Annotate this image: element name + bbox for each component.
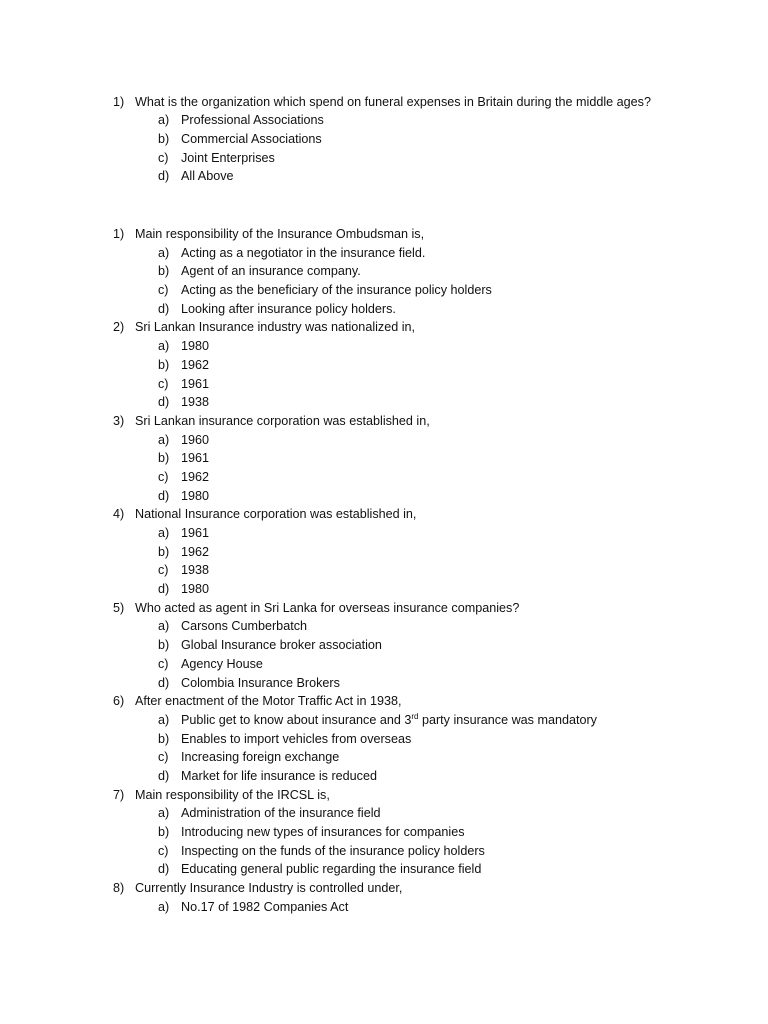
option-text: Increasing foreign exchange — [181, 750, 340, 765]
option-text: Acting as the beneficiary of the insurance policy holders — [181, 283, 492, 298]
option-row — [0, 561, 768, 580]
option-letter: a) — [158, 806, 170, 821]
question-text: Sri Lankan Insurance industry was nationalized in, — [135, 320, 416, 335]
question-row — [0, 599, 768, 618]
option-letter: c) — [158, 150, 169, 165]
option-text: 1961 — [181, 526, 210, 540]
question-number: 1) — [113, 94, 125, 109]
option-row — [0, 767, 768, 786]
option-letter: b) — [158, 264, 170, 279]
option-letter: c) — [158, 563, 169, 578]
option-letter: d) — [158, 395, 170, 410]
question-section-2 — [0, 225, 768, 916]
option-row — [0, 860, 768, 879]
option-row — [0, 130, 768, 149]
option-letter: a) — [158, 113, 170, 128]
option-letter: d) — [158, 301, 170, 316]
option-text: Inspecting on the funds of the insurance policy holders — [181, 843, 485, 858]
option-row — [0, 617, 768, 636]
option-row — [0, 898, 768, 917]
option-text — [181, 711, 597, 730]
option-row — [0, 804, 768, 823]
option-text: 1962 — [181, 469, 210, 484]
question-text: Main responsibility of the IRCSL is, — [135, 787, 330, 802]
option-row — [0, 524, 768, 543]
question-text: Who acted as agent in Sri Lanka for overseas insurance companies? — [135, 600, 520, 615]
option-text-part: Public get to know about insurance and 3 — [181, 712, 412, 727]
option-row — [0, 393, 768, 412]
option-letter: c) — [158, 376, 169, 391]
option-row — [0, 300, 768, 319]
option-letter: c) — [158, 750, 169, 765]
option-text: Looking after insurance policy holders. — [181, 301, 396, 316]
option-row — [0, 167, 768, 186]
question-number: 8) — [113, 881, 125, 896]
option-row — [0, 748, 768, 767]
option-letter: b) — [158, 357, 170, 372]
option-letter: c) — [158, 469, 169, 484]
option-text: 1938 — [181, 563, 210, 578]
option-row — [0, 149, 768, 168]
option-letter: a) — [158, 432, 170, 447]
option-text: Introducing new types of insurances for companies — [181, 825, 465, 839]
option-row — [0, 262, 768, 281]
question-text: Sri Lankan insurance corporation was established in, — [135, 413, 430, 428]
option-text: Administration of the insurance field — [181, 806, 381, 821]
question-row — [0, 879, 768, 898]
option-text: Joint Enterprises — [181, 150, 275, 165]
option-letter: c) — [158, 283, 169, 298]
option-text: No.17 of 1982 Companies Act — [181, 899, 349, 914]
question-row — [0, 786, 768, 805]
option-text: Market for life insurance is reduced — [181, 768, 377, 783]
question-text: Currently Insurance Industry is controlled under, — [135, 881, 403, 896]
option-text: 1938 — [181, 395, 210, 410]
option-text: 1980 — [181, 339, 210, 354]
ordinal-superscript: rd — [411, 711, 419, 721]
option-letter: b) — [158, 544, 170, 559]
option-letter: a) — [158, 899, 170, 914]
option-row — [0, 431, 768, 450]
option-text: Professional Associations — [181, 113, 324, 128]
option-letter: b) — [158, 825, 170, 839]
option-letter: b) — [158, 638, 170, 653]
question-number: 6) — [113, 694, 125, 709]
question-number: 2) — [113, 320, 125, 335]
option-row — [0, 449, 768, 468]
option-letter: a) — [158, 526, 170, 540]
option-row — [0, 337, 768, 356]
option-row — [0, 674, 768, 693]
question-number: 1) — [113, 227, 125, 241]
option-letter: a) — [158, 245, 170, 260]
question-text: What is the organization which spend on funeral expenses in Britain during the middle ages? — [135, 94, 651, 109]
question-row — [0, 692, 768, 711]
option-text: Agency House — [181, 656, 263, 671]
option-row — [0, 111, 768, 130]
option-text: Carsons Cumberbatch — [181, 619, 307, 634]
option-row — [0, 823, 768, 842]
option-text: Educating general public regarding the insurance field — [181, 862, 482, 877]
question-number: 5) — [113, 600, 125, 615]
option-text: Enables to import vehicles from overseas — [181, 731, 412, 746]
option-row — [0, 487, 768, 506]
option-row — [0, 543, 768, 562]
option-text: 1961 — [181, 451, 210, 466]
option-text: 1962 — [181, 357, 210, 372]
question-text: Main responsibility of the Insurance Ombudsman is, — [135, 227, 425, 241]
option-text: Global Insurance broker association — [181, 638, 382, 653]
option-text: 1980 — [181, 582, 210, 597]
option-letter: a) — [158, 619, 170, 634]
question-text: National Insurance corporation was established in, — [135, 507, 417, 522]
option-letter: d) — [158, 768, 170, 783]
question-number: 3) — [113, 413, 125, 428]
question-row — [0, 225, 768, 244]
option-letter: c) — [158, 843, 169, 858]
option-text: Agent of an insurance company. — [181, 264, 361, 279]
option-text: 1962 — [181, 544, 210, 559]
option-text: 1980 — [181, 488, 210, 503]
option-row — [0, 580, 768, 599]
question-number: 7) — [113, 787, 125, 802]
question-number: 4) — [113, 507, 125, 522]
option-letter: a) — [158, 339, 170, 354]
option-row — [0, 356, 768, 375]
option-row — [0, 468, 768, 487]
option-letter: b) — [158, 131, 170, 146]
option-letter: d) — [158, 862, 170, 877]
option-row — [0, 281, 768, 300]
option-row — [0, 244, 768, 263]
option-row — [0, 655, 768, 674]
option-text: All Above — [181, 169, 234, 184]
question-row — [0, 93, 768, 112]
option-text: 1960 — [181, 432, 210, 447]
option-row — [0, 636, 768, 655]
option-row — [0, 842, 768, 861]
option-letter: d) — [158, 169, 170, 184]
option-row — [0, 730, 768, 749]
question-row — [0, 505, 768, 524]
option-letter: d) — [158, 488, 170, 503]
question-text: After enactment of the Motor Traffic Act in 1938, — [135, 694, 402, 709]
option-text: Colombia Insurance Brokers — [181, 675, 340, 690]
option-letter: c) — [158, 656, 169, 671]
option-text: 1961 — [181, 376, 210, 391]
option-text-part: party insurance was mandatory — [418, 712, 597, 727]
option-row — [0, 375, 768, 394]
question-row — [0, 318, 768, 337]
question-section-1 — [0, 93, 768, 186]
option-letter: b) — [158, 451, 170, 466]
option-letter: d) — [158, 582, 170, 597]
option-letter: a) — [158, 712, 170, 727]
question-row — [0, 412, 768, 431]
option-text: Commercial Associations — [181, 131, 322, 146]
option-letter: b) — [158, 731, 170, 746]
option-letter: d) — [158, 675, 170, 690]
option-row — [0, 711, 768, 730]
option-text: Acting as a negotiator in the insurance field. — [181, 245, 426, 260]
